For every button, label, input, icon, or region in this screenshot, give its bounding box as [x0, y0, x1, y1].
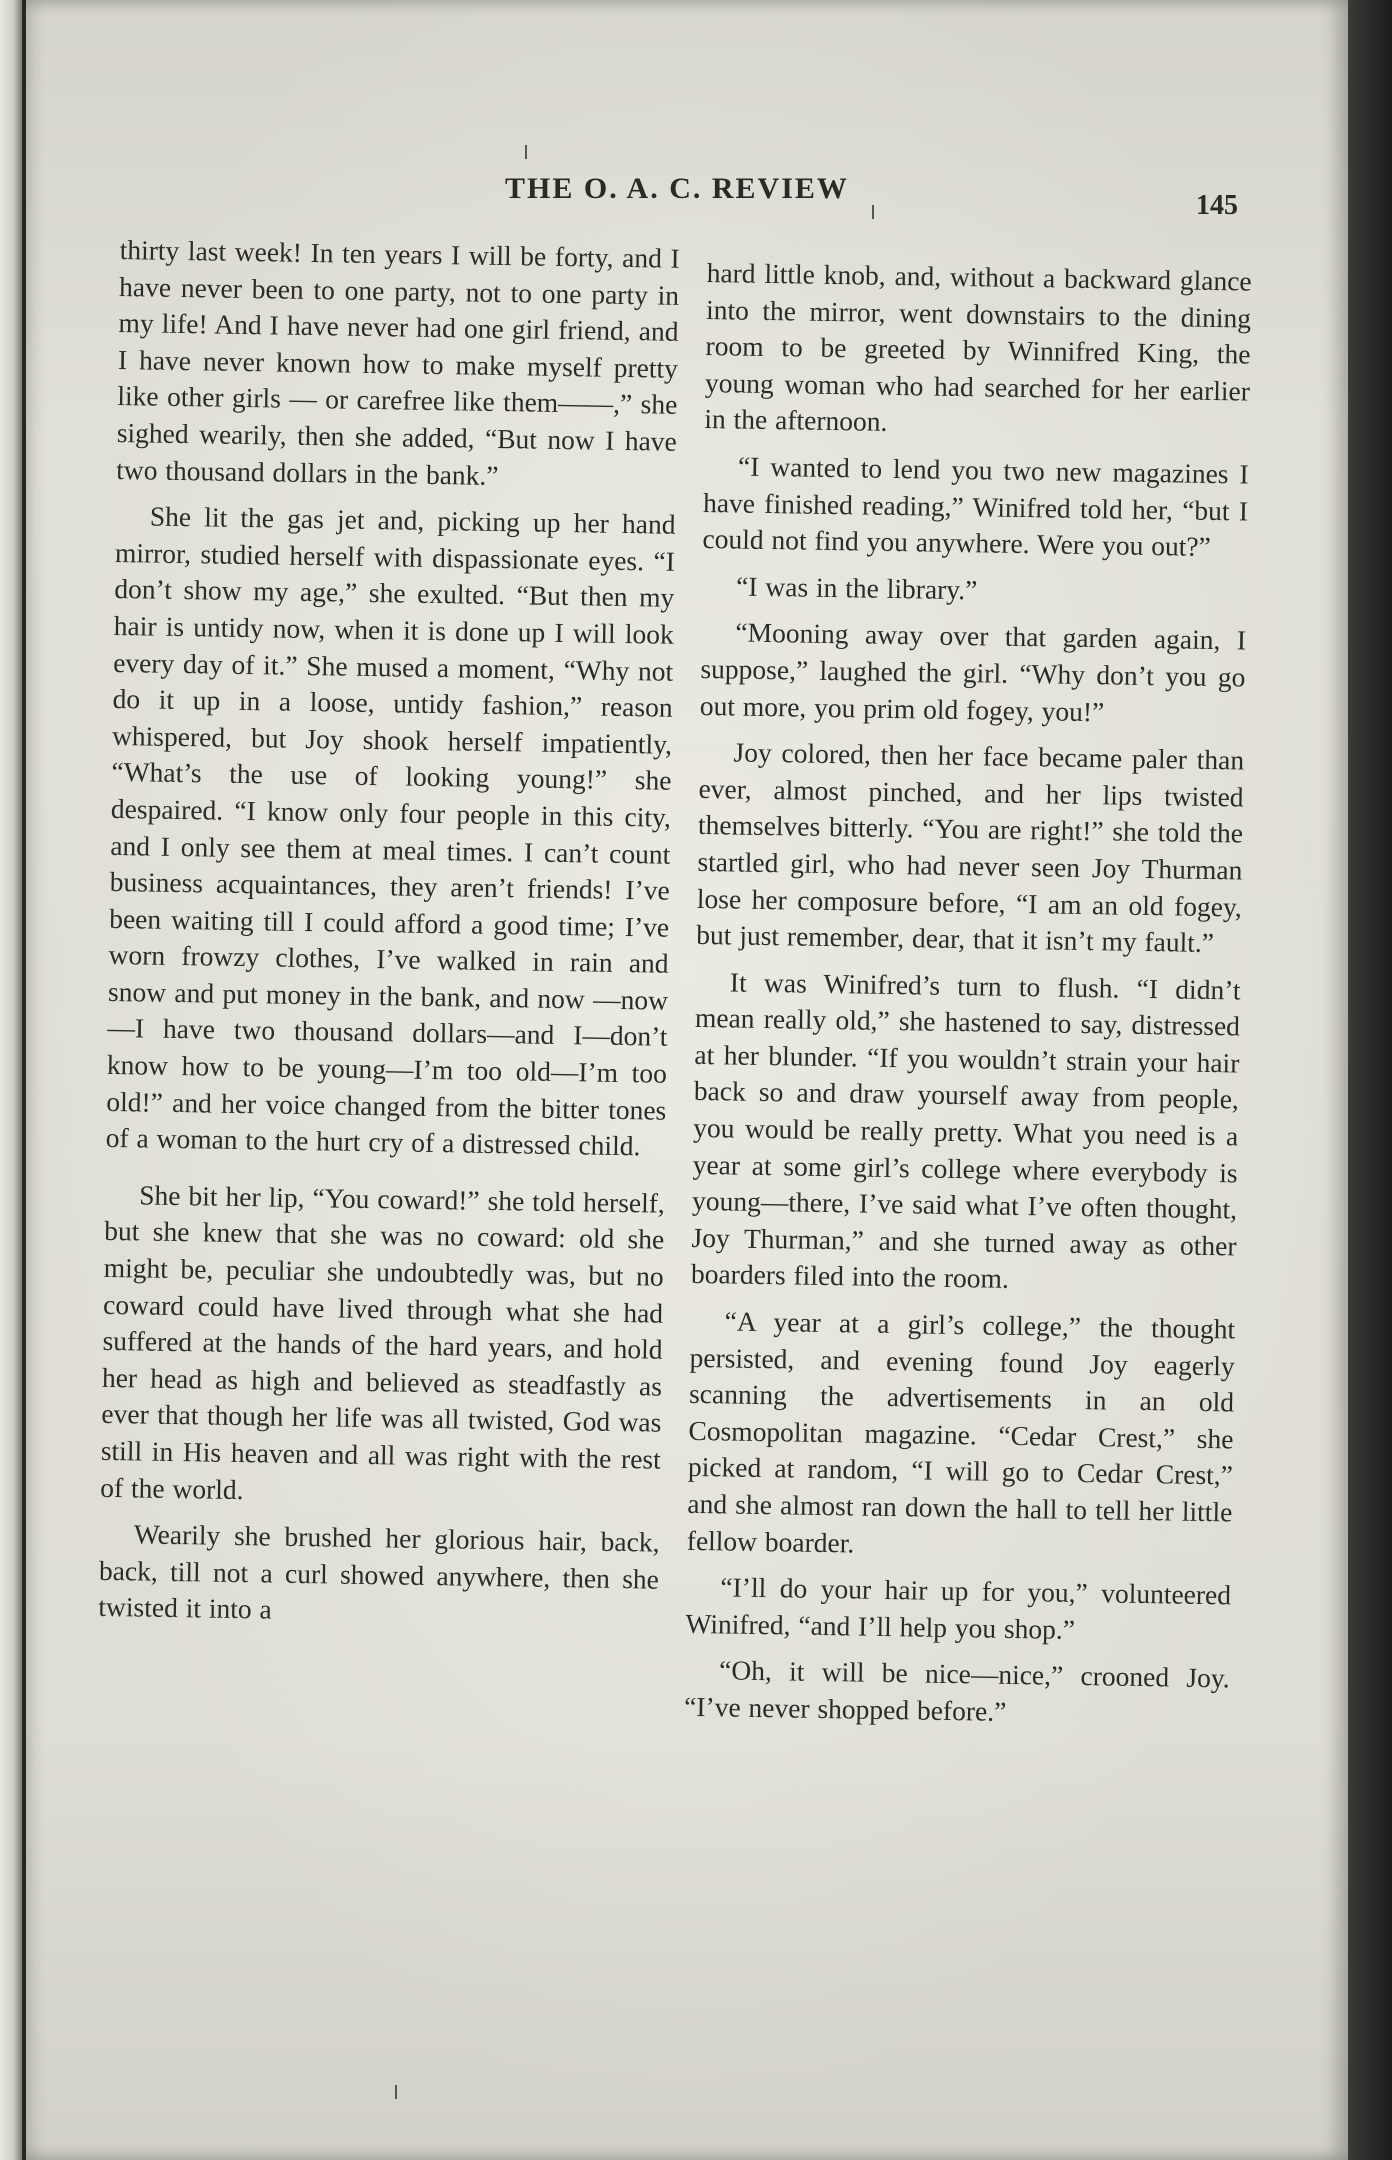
- right-text-column: [684, 255, 1252, 1744]
- scan-speck: [525, 145, 527, 159]
- scan-speck: [872, 205, 874, 219]
- paragraph: Wearily she brushed her glorious hair, back, back, till not a curl showed anywhere, then she twisted it into a: [98, 1518, 660, 1625]
- paragraph: Joy colored, then her face became paler than ever, almost pinched, and her lips twisted themselves bitterly. “You are right!” she told the startled girl, who had never seen Joy Thurman lose her composure before, “I am an old fogey, but just remember, dear, that it isn’t my fault.”: [696, 736, 1245, 959]
- adjacent-page-edge: [0, 0, 22, 2160]
- paragraph: She bit her lip, “You coward!” she told herself, but she knew that she was no coward: old she might be, peculiar she undoubtedly was, but no coward could have lived through what she had suffered at the hands of the hard years, and hold her head as high and believed as steadfastly as ever that though her life was all twisted, God was still in His heaven and all was right with the rest of the world.: [100, 1179, 666, 1505]
- running-title: THE O. A. C. REVIEW: [505, 172, 849, 205]
- paragraph: “Oh, it will be nice—nice,” crooned Joy. “I’ve never shopped before.”: [683, 1654, 1230, 1727]
- paragraph: “Mooning away over that garden again, I suppose,” laughed the girl. “Why don’t you go out more, you prim old fogey, you!”: [699, 616, 1247, 727]
- scan-speck: [395, 2085, 397, 2099]
- paragraph: She lit the gas jet and, picking up her hand mirror, studied herself with dispassionate eyes. “I don’t show my age,” she exulted. “But then my hair is untidy now, when it is done up I will look every day of it.” She mused a moment, “Why not do it up in a loose, untidy fashion,” reason whispered, but Joy shook herself impatiently, “What’s the use of looking young!” she despaired. “I know only four people in this city, and I only see them at meal times. I can’t count business acquaintances, they aren’t friends! I’ve been waiting till I could afford a good time; I’ve worn frowzy clothes, I’ve walked in rain and snow and put money in the bank, and now —now—I have two thousand dollars—and I—don’t know how to be young—I’m too old—I’m too old!” and her voice changed from the bitter tones of a woman to the hurt cry of a distressed child.: [105, 500, 676, 1162]
- left-text-column: [98, 232, 680, 1645]
- paragraph: It was Winifred’s turn to flush. “I didn’t mean really old,” she hastened to say, distressed at her blunder. “If you wouldn’t strain your hair back so and draw yourself away from people, you would be really pretty. What you need is a year at some girl’s college where everybody is young—there, I’ve said what I’ve often thought, Joy Thurman,” and she turned away as other boarders filed into the room.: [690, 966, 1241, 1295]
- binding-shadow: [1348, 0, 1392, 2160]
- paragraph: “I’ll do your hair up for you,” volunteered Winifred, “and I’ll help you shop.”: [685, 1571, 1232, 1645]
- paragraph: “A year at a girl’s college,” the thought persisted, and evening found Joy eagerly scanning the advertisements in an old Cosmopolitan magazine. “Cedar Crest,” she picked at random, “I will go to Cedar Crest,” and she almost ran down the hall to tell her little fellow boarder.: [686, 1305, 1236, 1559]
- paragraph: hard little knob, and, without a backward glance into the mirror, went downstairs to the dining room to be greeted by Winnifred King, the young woman who had searched for her earlier in the afternoon.: [704, 256, 1252, 438]
- paragraph: “I was in the library.”: [735, 570, 978, 606]
- paragraph: “I wanted to lend you two new magazines I have finished reading,” Winifred told her, “but I could not find you anywhere. Were you out?”: [702, 450, 1249, 563]
- page-number: 145: [1196, 190, 1238, 221]
- paragraph: thirty last week! In ten years I will be forty, and I have never been to one party, not to one party in my life! And I have never had one girl friend, and I have never known how to make myself pretty like other girls — or carefree like them——,” she sighed wearily, then she added, “But now I have two thousand dollars in the bank.”: [116, 233, 680, 491]
